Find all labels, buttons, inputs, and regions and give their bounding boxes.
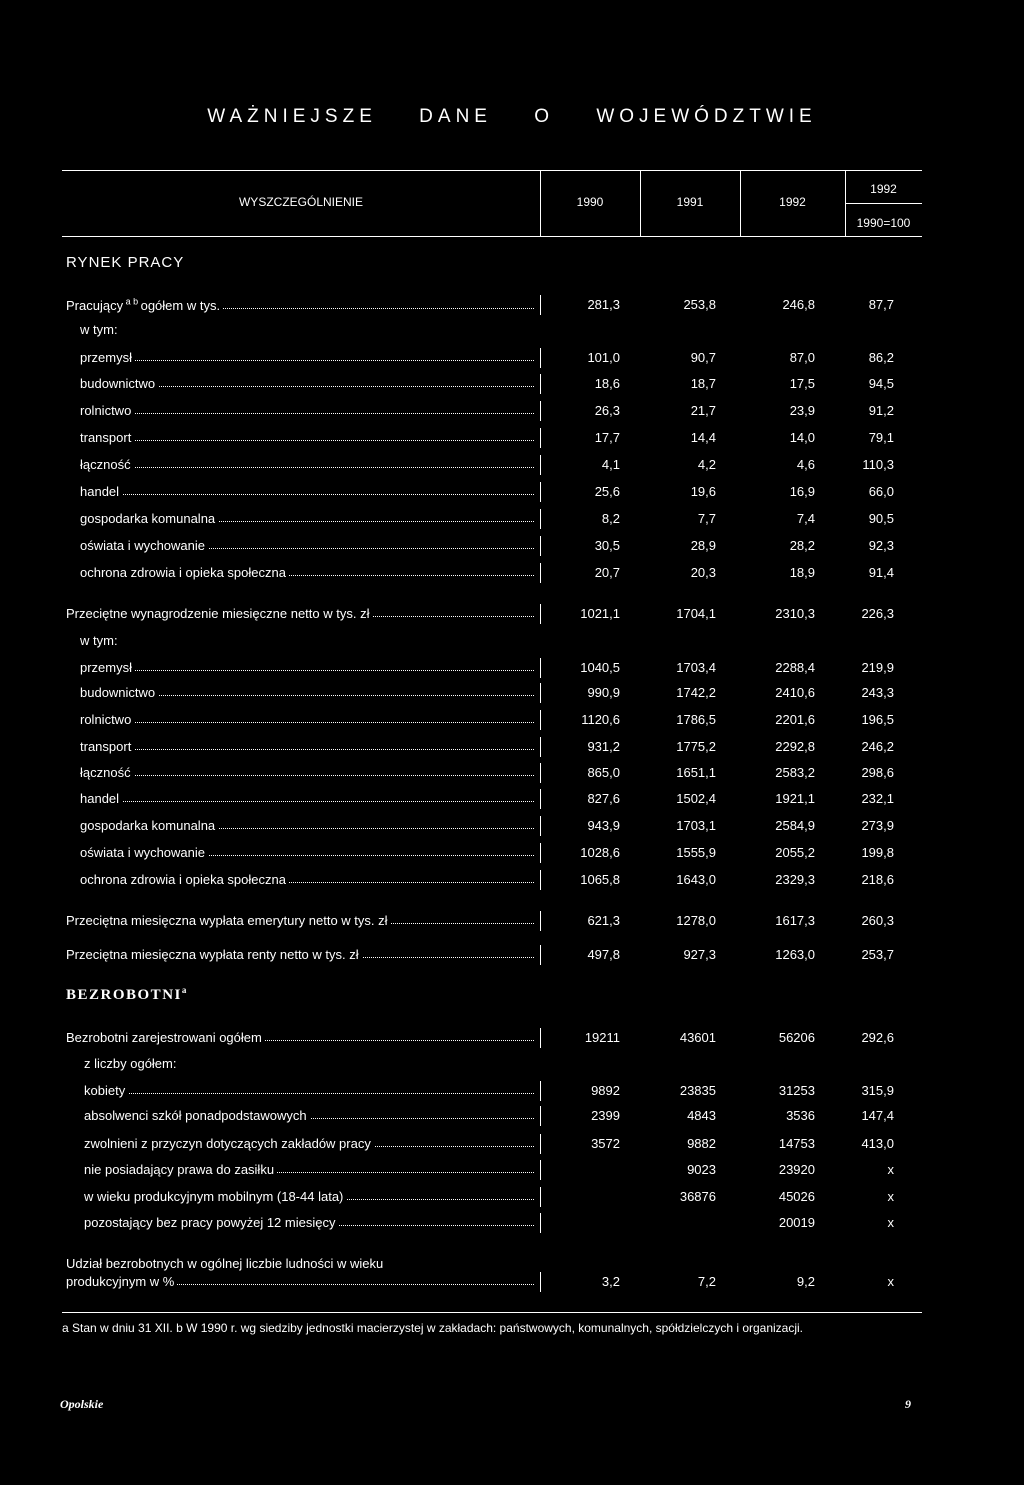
column-divider <box>540 1160 541 1180</box>
cell-value: 9023 <box>687 1162 716 1177</box>
cell-value: 827,6 <box>587 791 620 806</box>
cell-value: 9892 <box>591 1083 620 1098</box>
cell-value: 91,2 <box>868 403 894 418</box>
cell-value: 4,2 <box>697 457 716 472</box>
table-row <box>0 845 1024 865</box>
row-label-text: gospodarka komunalna <box>80 818 218 833</box>
cell-value: 226,3 <box>861 606 894 621</box>
row-label <box>66 1256 386 1271</box>
row-label <box>80 739 534 754</box>
cell-value: 14,4 <box>690 430 716 445</box>
row-label <box>66 606 534 621</box>
cell-value: 1704,1 <box>676 606 716 621</box>
header-1992: 1992 <box>779 195 806 209</box>
cell-value: 28,9 <box>690 538 716 553</box>
row-label <box>80 430 534 445</box>
row-label <box>80 457 534 472</box>
cell-value: 621,3 <box>587 913 620 928</box>
cell-value: 87,0 <box>789 350 815 365</box>
cell-value: x <box>887 1162 894 1177</box>
row-label-text: Przeciętne wynagrodzenie miesięczne netto w tys. zł <box>66 606 372 621</box>
cell-value: 1120,6 <box>581 712 620 727</box>
table-row <box>0 633 1024 653</box>
title-word: WAŻNIEJSZE <box>207 106 377 127</box>
row-label <box>80 845 534 860</box>
row-label-text: przemysł <box>80 660 135 675</box>
cell-value: 87,7 <box>868 297 894 312</box>
cell-value: 86,2 <box>868 350 894 365</box>
row-label-text: pozostający bez pracy powyżej 12 miesięcy <box>84 1215 338 1230</box>
table-row <box>0 660 1024 680</box>
row-label-text: Udział bezrobotnych w ogólnej liczbie ludności w wieku <box>66 1256 386 1271</box>
row-label <box>84 1136 534 1151</box>
row-label-text: w wieku produkcyjnym mobilnym (18-44 lata) <box>84 1189 346 1204</box>
cell-value: 3,2 <box>601 1274 620 1289</box>
cell-value: 17,7 <box>594 430 620 445</box>
row-label-text: nie posiadający prawa do zasiłku <box>84 1162 277 1177</box>
cell-value: 18,9 <box>789 565 815 580</box>
column-divider <box>540 1187 541 1207</box>
cell-value: 2329,3 <box>775 872 815 887</box>
table-row <box>0 565 1024 585</box>
row-label <box>84 1108 534 1123</box>
row-label <box>80 376 534 391</box>
cell-value: 20019 <box>778 1215 815 1230</box>
cell-value: 9882 <box>687 1136 716 1151</box>
row-label <box>80 660 534 675</box>
cell-value: 20,3 <box>690 565 716 580</box>
cell-value: 413,0 <box>861 1136 894 1151</box>
row-label-text: ochrona zdrowia i opieka społeczna <box>80 565 289 580</box>
row-label <box>80 765 534 780</box>
cell-value: 66,0 <box>868 484 894 499</box>
table-row <box>0 376 1024 396</box>
header-spec: WYSZCZEGÓLNIENIE <box>238 195 363 209</box>
cell-value: 1502,4 <box>676 791 716 806</box>
cell-value: 218,6 <box>861 872 894 887</box>
cell-value: 7,4 <box>796 511 815 526</box>
cell-value: 315,9 <box>861 1083 894 1098</box>
cell-value: 26,3 <box>594 403 620 418</box>
cell-value: 232,1 <box>861 791 894 806</box>
page-title <box>0 106 1024 128</box>
cell-value: 56206 <box>778 1030 815 1045</box>
row-label-text: handel <box>80 791 122 806</box>
cell-value: 101,0 <box>587 350 620 365</box>
cell-value: 1643,0 <box>676 872 716 887</box>
header-bottom-rule <box>62 236 922 237</box>
row-label-text: kobiety <box>84 1083 128 1098</box>
cell-value: 23,9 <box>789 403 815 418</box>
cell-value: 931,2 <box>587 739 620 754</box>
cell-value: 16,9 <box>789 484 815 499</box>
leader-dots <box>80 440 534 441</box>
table-row <box>0 484 1024 504</box>
cell-value: 497,8 <box>587 947 620 962</box>
row-label-text: gospodarka komunalna <box>80 511 218 526</box>
row-label-text: Przeciętna miesięczna wypłata renty netto w tys. zł <box>66 947 362 962</box>
row-label-text: z liczby ogółem: <box>84 1056 179 1071</box>
cell-value: 4843 <box>687 1108 716 1123</box>
cell-value: 43601 <box>679 1030 716 1045</box>
table-row <box>0 818 1024 838</box>
table-row <box>0 791 1024 811</box>
cell-value: 90,5 <box>868 511 894 526</box>
leader-dots <box>80 749 534 750</box>
header-index-bottom: 1990=100 <box>856 216 911 230</box>
cell-value: 23920 <box>778 1162 815 1177</box>
cell-value: 1921,1 <box>775 791 815 806</box>
row-label-text: łączność <box>80 457 134 472</box>
cell-value: 1786,5 <box>676 712 716 727</box>
leader-dots <box>80 775 534 776</box>
row-label-text: zwolnieni z przyczyn dotyczących zakładów pracy <box>84 1136 374 1151</box>
row-label-text: absolwenci szkół ponadpodstawowych <box>84 1108 310 1123</box>
table-row <box>0 538 1024 558</box>
row-label <box>66 297 534 313</box>
row-label-text: w tym: <box>80 322 121 337</box>
cell-value: 243,3 <box>861 685 894 700</box>
cell-value: 2399 <box>591 1108 620 1123</box>
footnote: a Stan w dniu 31 XII. b W 1990 r. wg siedziby jednostki macierzystej w zakładach: państwowych, komunalnych, spółdzielczych i organizacji. <box>62 1321 804 1335</box>
table-row <box>0 765 1024 785</box>
cell-value: 943,9 <box>587 818 620 833</box>
cell-value: 199,8 <box>861 845 894 860</box>
footnote-marker: a b <box>123 297 141 307</box>
row-label <box>80 565 534 580</box>
cell-value: 292,6 <box>861 1030 894 1045</box>
table-row <box>0 1162 1024 1182</box>
footnote-rule <box>62 1312 922 1313</box>
cell-value: 3572 <box>591 1136 620 1151</box>
row-label-text: przemysł <box>80 350 135 365</box>
cell-value: 2201,6 <box>775 712 815 727</box>
cell-value: 91,4 <box>868 565 894 580</box>
cell-value: 2310,3 <box>775 606 815 621</box>
cell-value: 18,7 <box>690 376 716 391</box>
row-label <box>66 1030 534 1045</box>
cell-value: 45026 <box>778 1189 815 1204</box>
cell-value: 9,2 <box>796 1274 815 1289</box>
row-label <box>80 538 534 553</box>
section-bezrobotni: BEZROBOTNI$^a$ <box>66 985 188 1003</box>
table-row <box>0 685 1024 705</box>
cell-value: x <box>887 1215 894 1230</box>
row-label <box>80 712 534 727</box>
row-label-text: handel <box>80 484 122 499</box>
cell-value: 1040,5 <box>580 660 620 675</box>
cell-value: 147,4 <box>861 1108 894 1123</box>
cell-value: 246,8 <box>782 297 815 312</box>
table-row <box>0 322 1024 342</box>
table-row <box>0 1030 1024 1050</box>
cell-value: 1021,1 <box>580 606 620 621</box>
cell-value: 25,6 <box>594 484 620 499</box>
cell-value: 3536 <box>786 1108 815 1123</box>
row-label-text: łączność <box>80 765 134 780</box>
row-label <box>80 484 534 499</box>
leader-dots <box>84 1093 534 1094</box>
cell-value: 90,7 <box>690 350 716 365</box>
row-label <box>84 1162 534 1177</box>
cell-value: 94,5 <box>868 376 894 391</box>
row-label <box>84 1215 534 1230</box>
title-word: WOJEWÓDZTWIE <box>596 106 817 127</box>
table-row <box>0 606 1024 626</box>
cell-value: 14753 <box>778 1136 815 1151</box>
cell-value: 990,9 <box>587 685 620 700</box>
row-label <box>80 872 534 887</box>
cell-value: 196,5 <box>861 712 894 727</box>
row-label <box>84 1189 534 1204</box>
leader-dots <box>80 801 534 802</box>
cell-value: 1703,4 <box>676 660 716 675</box>
table-row <box>0 403 1024 423</box>
cell-value: 1703,1 <box>676 818 716 833</box>
cell-value: 8,2 <box>601 511 620 526</box>
cell-value: 253,7 <box>861 947 894 962</box>
leader-dots <box>80 360 534 361</box>
cell-value: 110,3 <box>862 457 894 472</box>
cell-value: 7,7 <box>697 511 716 526</box>
cell-value: 260,3 <box>861 913 894 928</box>
cell-value: 298,6 <box>861 765 894 780</box>
cell-value: 4,6 <box>796 457 815 472</box>
row-label-text: rolnictwo <box>80 712 134 727</box>
cell-value: 2583,2 <box>775 765 815 780</box>
column-divider <box>540 1213 541 1233</box>
title-word: DANE <box>419 106 492 127</box>
row-label <box>80 511 534 526</box>
cell-value: 18,6 <box>594 376 620 391</box>
cell-value: 4,1 <box>601 457 620 472</box>
cell-value: 1065,8 <box>580 872 620 887</box>
leader-dots <box>80 722 534 723</box>
row-label-text: oświata i wychowanie <box>80 845 208 860</box>
cell-value: 30,5 <box>594 538 620 553</box>
cell-value: 19,6 <box>690 484 716 499</box>
row-label-text: Pracujący $^{a b}$ ogółem w tys. <box>66 298 223 313</box>
header-top-rule <box>62 170 922 171</box>
row-label <box>80 350 534 365</box>
table-row <box>0 947 1024 967</box>
cell-value: 23835 <box>679 1083 716 1098</box>
cell-value: 273,9 <box>861 818 894 833</box>
cell-value: 865,0 <box>587 765 620 780</box>
cell-value: 1617,3 <box>775 913 815 928</box>
row-label <box>84 1056 179 1071</box>
table-row <box>0 1083 1024 1103</box>
table-row <box>0 1056 1024 1076</box>
cell-value: 2584,9 <box>775 818 815 833</box>
cell-value: 1263,0 <box>775 947 815 962</box>
section-rynek-pracy: RYNEK PRACY <box>66 254 185 271</box>
row-label <box>80 685 534 700</box>
table-row <box>0 712 1024 732</box>
cell-value: 219,9 <box>861 660 894 675</box>
row-label <box>66 1274 534 1289</box>
cell-value: 1651,1 <box>676 765 716 780</box>
leader-dots <box>80 494 534 495</box>
row-label <box>66 947 534 962</box>
row-label-text: transport <box>80 739 134 754</box>
cell-value: 17,5 <box>789 376 815 391</box>
row-label <box>80 322 121 337</box>
cell-value: 2410,6 <box>775 685 815 700</box>
row-label-text: w tym: <box>80 633 121 648</box>
cell-value: 79,1 <box>868 430 894 445</box>
table-row <box>0 350 1024 370</box>
header-index-divider <box>845 203 922 204</box>
table-row <box>0 297 1024 317</box>
cell-value: 1742,2 <box>676 685 716 700</box>
cell-value: 14,0 <box>789 430 815 445</box>
cell-value: 1278,0 <box>676 913 716 928</box>
cell-value: 281,3 <box>587 297 620 312</box>
row-label-text: Przeciętna miesięczna wypłata emerytury netto w tys. zł <box>66 913 391 928</box>
cell-value: 36876 <box>679 1189 716 1204</box>
row-label-text: oświata i wychowanie <box>80 538 208 553</box>
table-row <box>0 511 1024 531</box>
table-row <box>0 1256 1024 1276</box>
table-row <box>0 1136 1024 1156</box>
row-label <box>80 818 534 833</box>
cell-value: 19211 <box>584 1030 620 1045</box>
leader-dots <box>80 413 534 414</box>
cell-value: 1775,2 <box>676 739 716 754</box>
row-label <box>80 791 534 806</box>
row-label <box>80 633 121 648</box>
table-row <box>0 872 1024 892</box>
cell-value: 1028,6 <box>580 845 620 860</box>
table-row <box>0 1189 1024 1209</box>
row-label <box>66 913 534 928</box>
table-row <box>0 1274 1024 1294</box>
header-1990: 1990 <box>576 195 604 209</box>
table-row <box>0 913 1024 933</box>
table-row <box>0 739 1024 759</box>
page-footer-right: 9 <box>905 1397 911 1411</box>
header-index-top: 1992 <box>870 182 897 196</box>
leader-dots <box>80 467 534 468</box>
cell-value: 28,2 <box>789 538 815 553</box>
cell-value: 20,7 <box>594 565 620 580</box>
cell-value: 31253 <box>778 1083 815 1098</box>
table-row <box>0 1215 1024 1235</box>
row-label-text: produkcyjnym w % <box>66 1274 177 1289</box>
row-label-text: Bezrobotni zarejestrowani ogółem <box>66 1030 265 1045</box>
cell-value: 1555,9 <box>676 845 716 860</box>
cell-value: x <box>887 1274 894 1289</box>
cell-value: 2288,4 <box>775 660 815 675</box>
cell-value: 21,7 <box>690 403 716 418</box>
row-label <box>84 1083 534 1098</box>
row-label-text: budownictwo <box>80 685 158 700</box>
cell-value: 2292,8 <box>775 739 815 754</box>
cell-value: 253,8 <box>683 297 716 312</box>
row-label-text: rolnictwo <box>80 403 134 418</box>
leader-dots <box>80 670 534 671</box>
table-row <box>0 430 1024 450</box>
cell-value: 2055,2 <box>775 845 815 860</box>
cell-value: 927,3 <box>683 947 716 962</box>
table-row <box>0 1108 1024 1128</box>
row-label <box>80 403 534 418</box>
cell-value: 246,2 <box>861 739 894 754</box>
table-row <box>0 457 1024 477</box>
page-footer-left: Opolskie <box>60 1397 104 1411</box>
row-label-text: ochrona zdrowia i opieka społeczna <box>80 872 289 887</box>
title-word: O <box>534 106 555 127</box>
cell-value: 92,3 <box>868 538 894 553</box>
cell-value: x <box>887 1189 894 1204</box>
header-1991: 1991 <box>676 195 704 209</box>
cell-value: 7,2 <box>697 1274 716 1289</box>
row-label-text: budownictwo <box>80 376 158 391</box>
row-label-text: transport <box>80 430 134 445</box>
